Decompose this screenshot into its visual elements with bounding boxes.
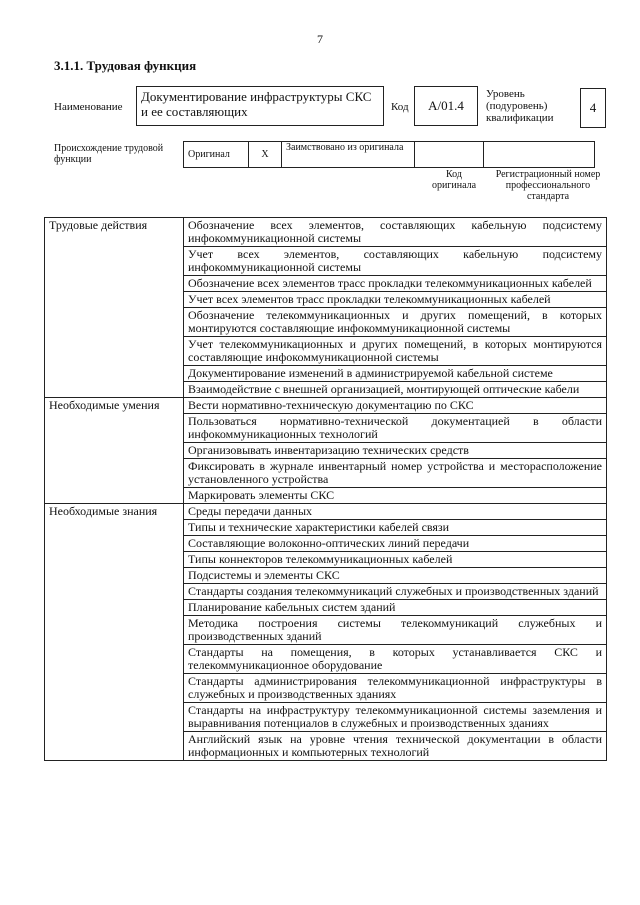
borrowed-label: Заимствовано из оригинала [282, 142, 415, 168]
name-label: Наименование [54, 101, 123, 113]
reg-number-cell [484, 142, 595, 168]
table-row [45, 504, 607, 520]
original-label: Оригинал [184, 142, 249, 168]
item-cell: Английский язык на уровне чтения технической документации в области информационных и компьютерных технологий [184, 732, 607, 761]
code-original-cell [415, 142, 484, 168]
item-cell: Обозначение всех элементов, составляющих кабельную подсистему инфокоммуникационной системы [184, 218, 607, 247]
item-cell: Документирование изменений в администрируемой кабельной системе [184, 366, 607, 382]
section-title: 3.1.1. Трудовая функция [54, 58, 197, 73]
origin-label: Происхождение трудовой функции [54, 143, 164, 165]
code-label: Код [391, 101, 409, 113]
category-cell: Необходимые знания [45, 504, 184, 761]
origin-table [183, 141, 595, 168]
item-cell: Учет телекоммуникационных и других помещений, в которых монтируются составляющие инфокоммуникационной системы [184, 337, 607, 366]
item-cell: Стандарты на инфраструктуру телекоммуникационной системы заземления и выравнивания потенциалов в служебных и производственных зданиях [184, 703, 607, 732]
item-cell: Стандарты администрирования телекоммуникационной инфраструктуры в служебных и производственных зданиях [184, 674, 607, 703]
item-cell: Подсистемы и элементы СКС [184, 568, 607, 584]
original-mark: X [249, 142, 282, 168]
item-cell: Методика построения системы телекоммуникаций служебных и производственных зданий [184, 616, 607, 645]
item-cell: Типы и технические характеристики кабелей связи [184, 520, 607, 536]
item-cell: Типы коннекторов телекоммуникационных кабелей [184, 552, 607, 568]
page-number: 7 [317, 32, 323, 46]
table-row [45, 398, 607, 414]
item-cell: Стандарты создания телекоммуникаций служебных и производственных зданий [184, 584, 607, 600]
table-row [45, 218, 607, 247]
category-cell: Трудовые действия [45, 218, 184, 398]
item-cell: Среды передачи данных [184, 504, 607, 520]
reg-number-label: Регистрационный номер профессионального стандарта [495, 169, 601, 202]
item-cell: Пользоваться нормативно-технической документацией в области инфокоммуникационных технологий [184, 414, 607, 443]
level-label: Уровень (подуровень) квалификации [486, 88, 554, 124]
item-cell: Стандарты на помещения, в которых устанавливается СКС и телекоммуникационное оборудование [184, 645, 607, 674]
item-cell: Фиксировать в журнале инвентарный номер устройства и месторасположение установленного устройства [184, 459, 607, 488]
function-details-table [44, 217, 607, 761]
item-cell: Составляющие волоконно-оптических линий передачи [184, 536, 607, 552]
item-cell: Учет всех элементов трасс прокладки телекоммуникационных кабелей [184, 292, 607, 308]
function-name-box: Документирование инфраструктуры СКС и ее составляющих [136, 86, 384, 126]
item-cell: Обозначение всех элементов трасс прокладки телекоммуникационных кабелей [184, 276, 607, 292]
category-cell: Необходимые умения [45, 398, 184, 504]
item-cell: Организовывать инвентаризацию технических средств [184, 443, 607, 459]
item-cell: Планирование кабельных систем зданий [184, 600, 607, 616]
function-code-box: А/01.4 [414, 86, 478, 126]
item-cell: Маркировать элементы СКС [184, 488, 607, 504]
item-cell: Обозначение телекоммуникационных и других помещений, в которых монтируются составляющие инфокоммуникационной системы [184, 308, 607, 337]
code-original-label: Код оригинала [431, 169, 477, 191]
item-cell: Взаимодействие с внешней организацией, монтирующей оптические кабели [184, 382, 607, 398]
item-cell: Вести нормативно-техническую документацию по СКС [184, 398, 607, 414]
item-cell: Учет всех элементов, составляющих кабельную подсистему инфокоммуникационной системы [184, 247, 607, 276]
level-box: 4 [580, 88, 606, 128]
